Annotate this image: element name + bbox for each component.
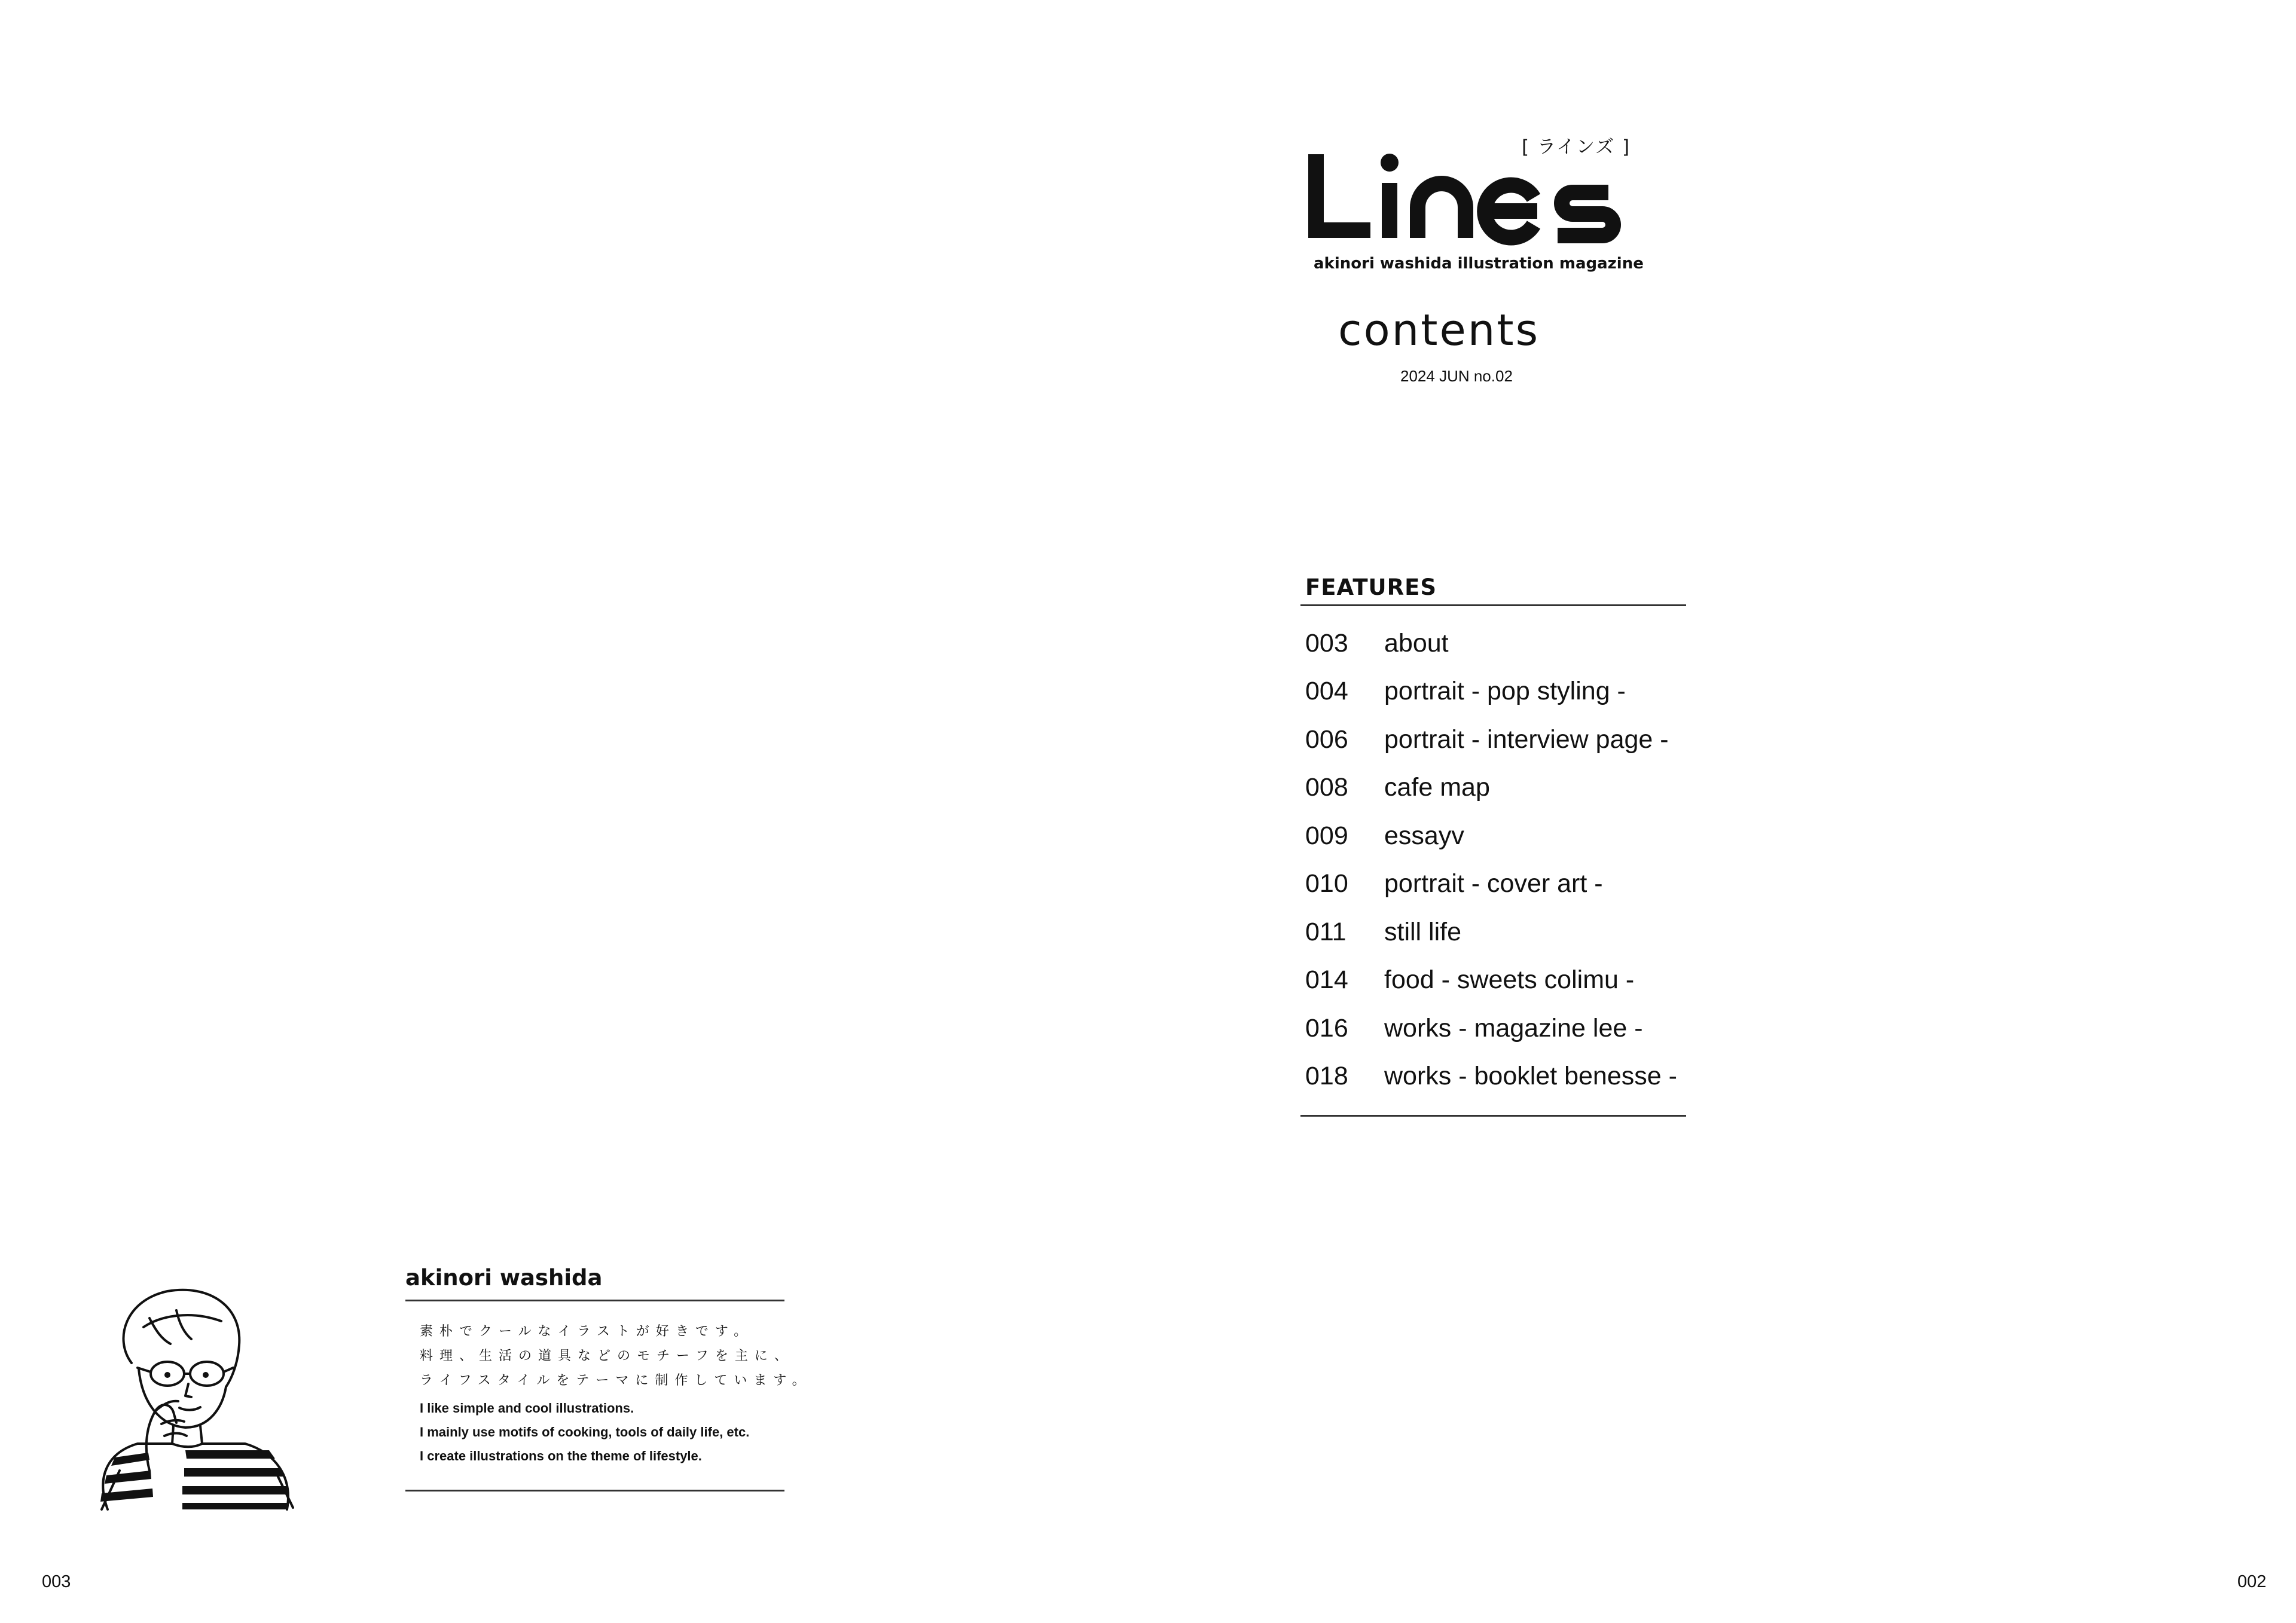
features-item-page: 004 — [1305, 677, 1348, 706]
page-number-right: 002 — [2237, 1572, 2267, 1591]
features-item[interactable] — [1300, 812, 1686, 860]
masthead — [1292, 114, 1644, 293]
logo-kana: [ ラインズ ] — [1522, 136, 1631, 158]
features-item[interactable] — [1300, 860, 1686, 909]
features-item-title: portrait - cover art - — [1384, 869, 1603, 898]
features-item[interactable] — [1300, 668, 1686, 716]
author-name: akinori washida — [405, 1265, 603, 1291]
features-item-title: food - sweets colimu - — [1384, 965, 1635, 995]
features-item[interactable] — [1300, 764, 1686, 812]
issue-label: 2024 JUN no.02 — [1400, 367, 1513, 385]
features-item-page: 003 — [1305, 628, 1348, 658]
author-portrait-illustration — [72, 1273, 323, 1512]
tagline: akinori washida illustration magazine — [1314, 255, 1644, 273]
features-item[interactable] — [1300, 1004, 1686, 1053]
features-item-title: essayv — [1384, 821, 1464, 850]
profile-jp-line: 素朴でクールなイラストが好きです。 — [420, 1324, 754, 1339]
features-item[interactable] — [1300, 908, 1686, 956]
features-item[interactable] — [1300, 956, 1686, 1005]
features-item-page: 018 — [1305, 1062, 1348, 1091]
features-item-title: portrait - pop styling - — [1384, 677, 1626, 706]
profile-body — [405, 1301, 812, 1490]
features-item-page: 010 — [1305, 869, 1348, 898]
page-number-left: 003 — [42, 1572, 71, 1591]
features-item-title: cafe map — [1384, 773, 1490, 802]
features-item-page: 016 — [1305, 1013, 1348, 1043]
features-item-title: works - booklet benesse - — [1384, 1062, 1677, 1091]
features-heading: FEATURES — [1305, 574, 1437, 600]
profile-jp-line: ライフスタイルをテーマに制作しています。 — [420, 1373, 812, 1388]
profile-en-line: I create illustrations on the theme of lifestyle. — [420, 1448, 702, 1463]
features-item[interactable] — [1300, 619, 1686, 668]
features-list — [1300, 606, 1686, 1115]
features-item-page: 014 — [1305, 965, 1348, 995]
profile-en-line: I like simple and cool illustrations. — [420, 1401, 634, 1416]
features-item[interactable] — [1300, 1053, 1686, 1101]
features-item[interactable] — [1300, 716, 1686, 764]
features-item-title: works - magazine lee - — [1384, 1013, 1643, 1043]
contents-title: contents — [1338, 305, 1540, 355]
features-bottom-rule — [1300, 1115, 1686, 1117]
profile-jp-line: 料理、生活の道具などのモチーフを主に、 — [420, 1349, 794, 1364]
features-section — [1300, 571, 1686, 1117]
features-item-title: portrait - interview page - — [1384, 725, 1669, 754]
features-item-page: 006 — [1305, 725, 1348, 754]
profile-section — [405, 1261, 812, 1491]
profile-en-line: I mainly use motifs of cooking, tools of daily life, etc. — [420, 1425, 750, 1439]
profile-bottom-rule — [405, 1490, 784, 1491]
features-item-page: 011 — [1305, 917, 1347, 946]
features-item-page: 009 — [1305, 821, 1348, 850]
features-item-page: 008 — [1305, 773, 1348, 802]
features-item-title: about — [1384, 628, 1449, 658]
features-item-title: still life — [1384, 917, 1462, 946]
